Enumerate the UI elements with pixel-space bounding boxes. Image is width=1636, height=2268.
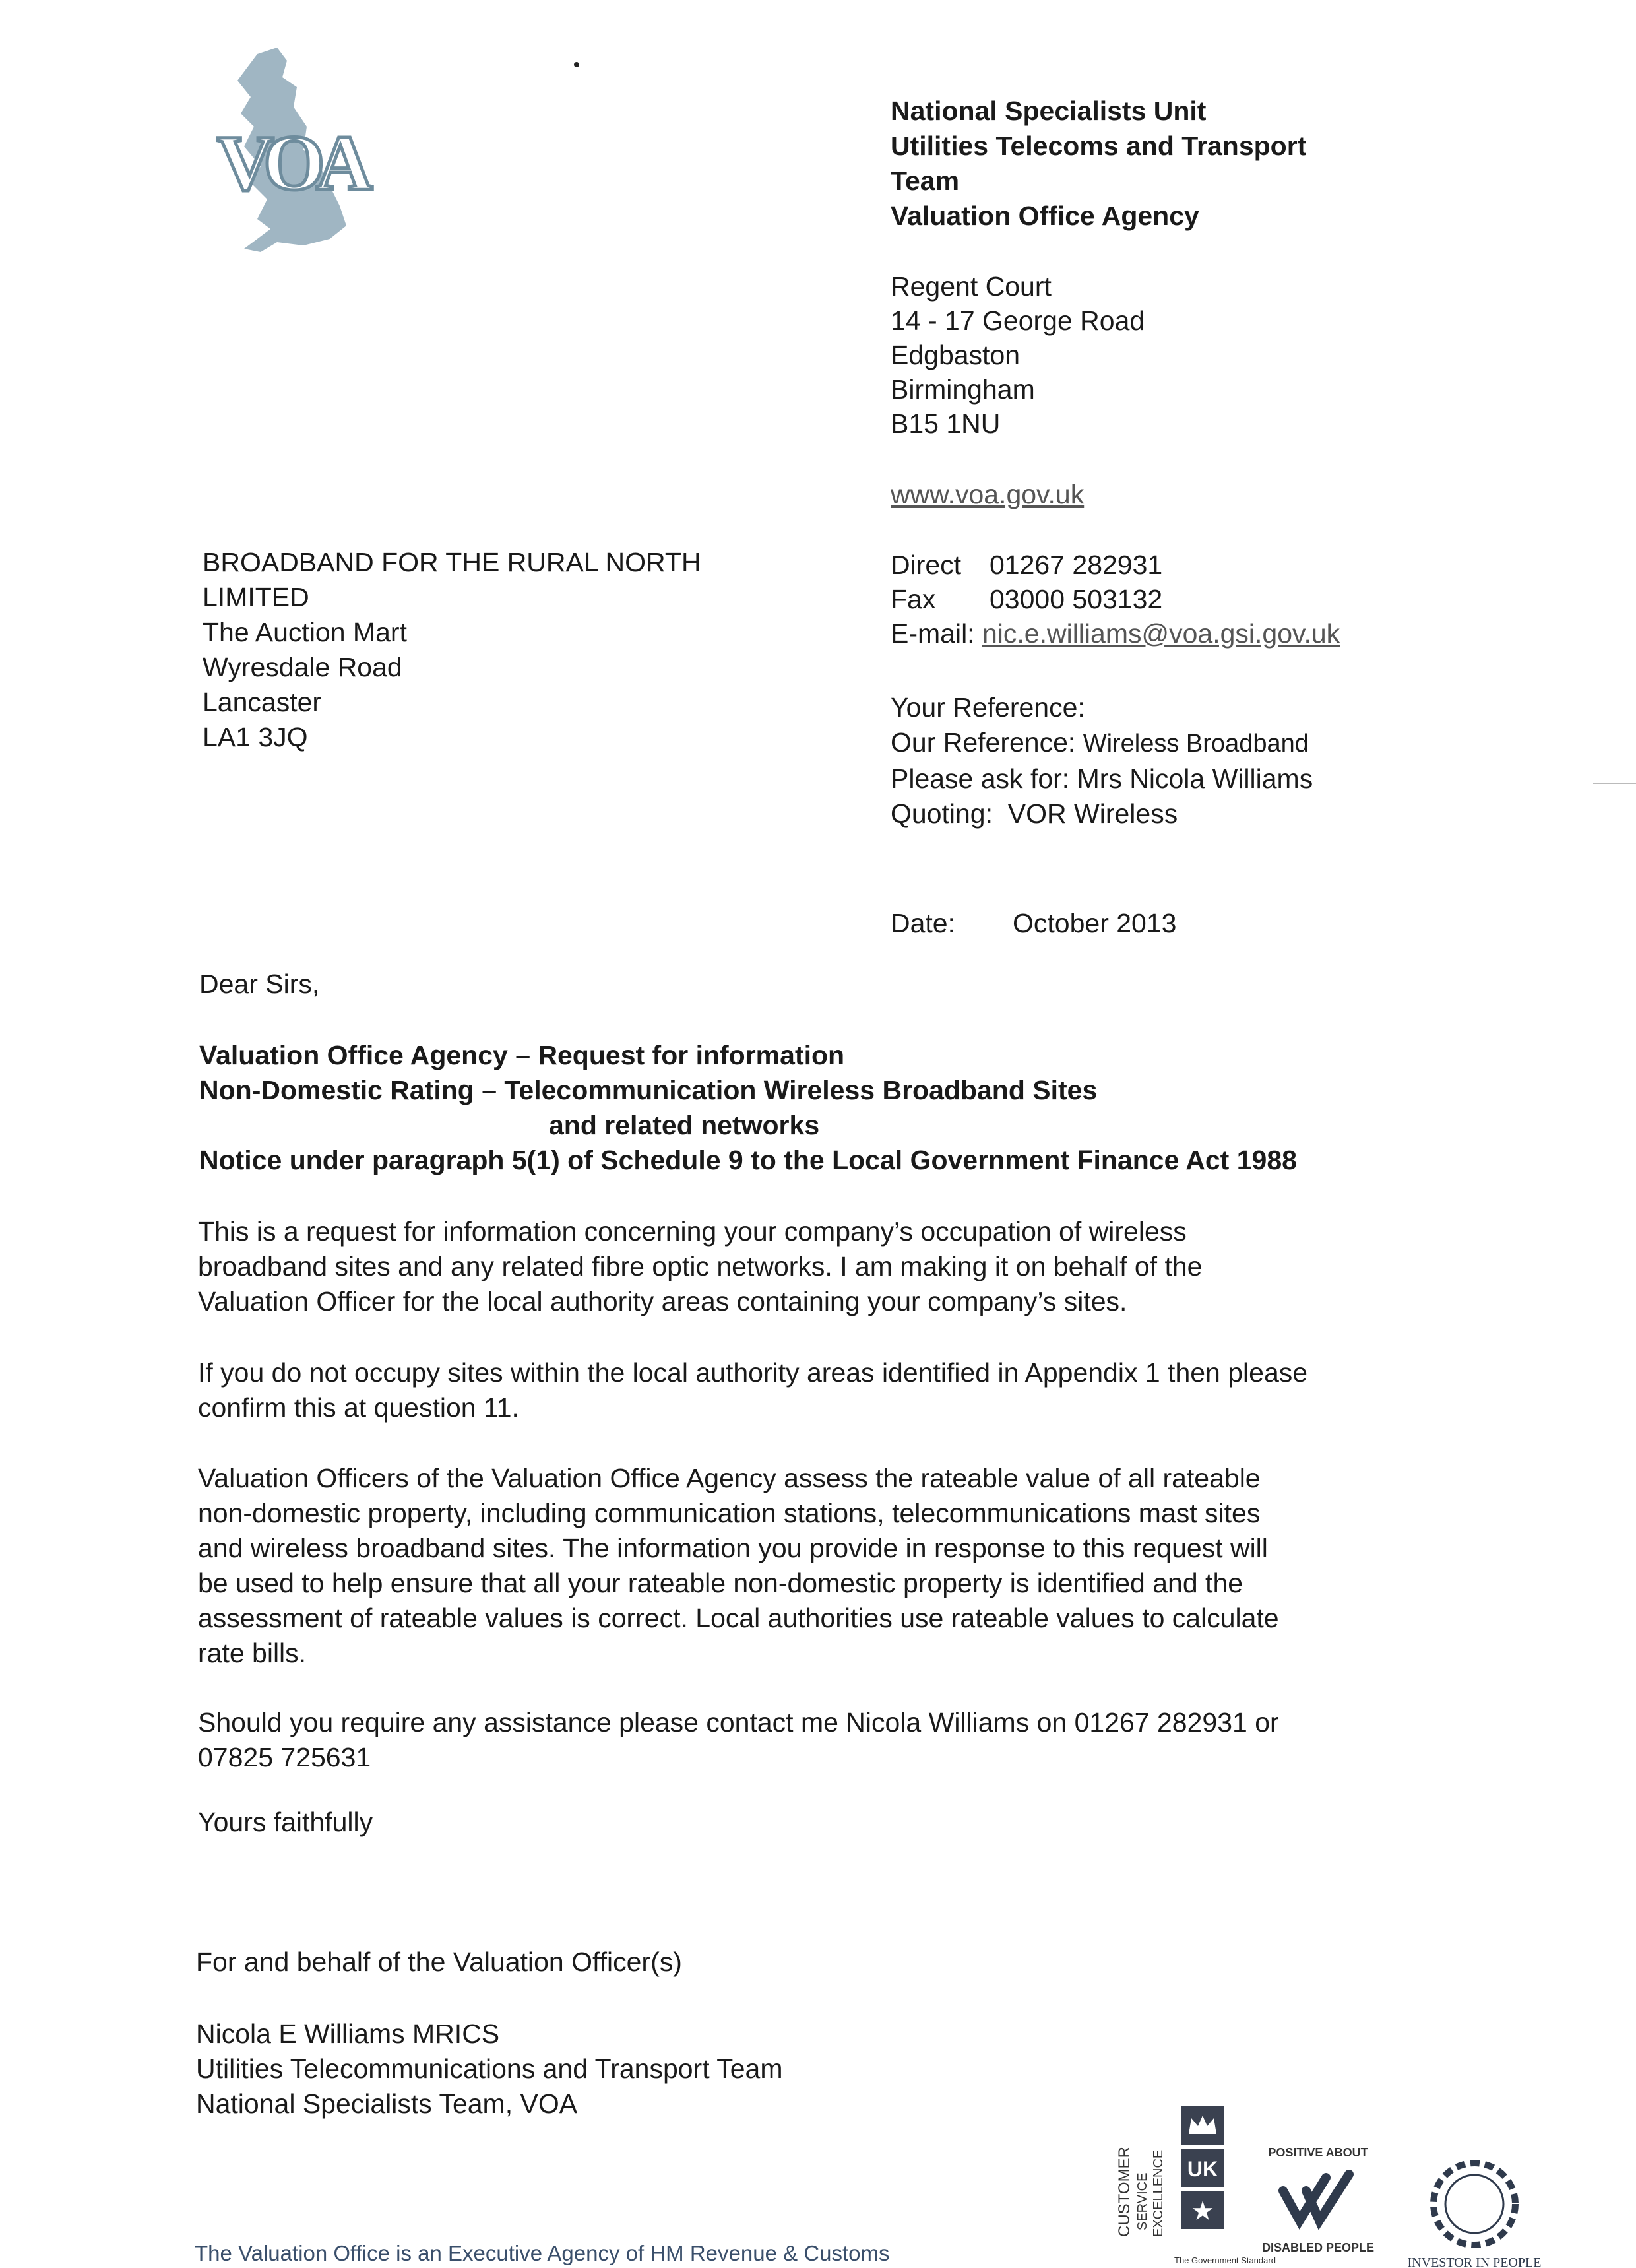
positive-about-disabled-badge — [1262, 2146, 1374, 2254]
address-line: Edgbaston — [891, 340, 1021, 370]
voa-logo — [204, 41, 376, 259]
recipient-line: BROADBAND FOR THE RURAL NORTH — [203, 547, 701, 577]
sender-address — [891, 269, 1145, 441]
subject-line: and related networks — [549, 1110, 820, 1140]
sender-unit-line: Team — [891, 166, 960, 196]
paragraph-line: and wireless broadband sites. The information you provide in response to this request will — [198, 1533, 1268, 1563]
paragraph-line: Valuation Officer for the local authority areas containing your company’s sites. — [198, 1286, 1127, 1316]
voa-logo-text: VOA — [216, 119, 364, 207]
our-reference-label: Our Reference: — [891, 727, 1076, 758]
scan-dot — [574, 62, 579, 67]
signer-org: National Specialists Team, VOA — [196, 2089, 578, 2119]
sender-unit — [891, 94, 1306, 234]
paragraph-3 — [198, 1461, 1451, 1671]
paragraph-line: Should you require any assistance please contact me Nicola Williams on 01267 282931 or — [198, 1707, 1279, 1737]
sender-unit-line: Valuation Office Agency — [891, 201, 1199, 231]
recipient-line: Lancaster — [203, 687, 322, 717]
fax-value: 03000 503132 — [990, 584, 1163, 614]
sender-unit-line: Utilities Telecoms and Transport — [891, 131, 1307, 161]
footer-note: The Valuation Office is an Executive Agency of HM Revenue & Customs — [195, 2241, 890, 2265]
disabled-bottom-text: DISABLED PEOPLE — [1261, 2241, 1375, 2254]
date-value: October 2013 — [1013, 908, 1177, 938]
cse-line: SERVICE — [1135, 2172, 1150, 2230]
paragraph-line: confirm this at question 11. — [198, 1392, 519, 1423]
double-tick-icon — [1283, 2174, 1349, 2220]
paragraph-line: 07825 725631 — [198, 1742, 371, 1772]
signer-name: Nicola E Williams MRICS — [196, 2019, 500, 2049]
star-icon: ★ — [1191, 2196, 1214, 2226]
subject-line: Notice under paragraph 5(1) of Schedule 9 to the Local Government Finance Act 1988 — [199, 1145, 1297, 1175]
subject-line: Non-Domestic Rating – Telecommunication Wireless Broadband Sites — [199, 1075, 1098, 1105]
ask-for-label: Please ask for: — [891, 763, 1070, 794]
recipient-line: LIMITED — [203, 582, 309, 612]
signature-block — [196, 2017, 783, 2122]
customer-service-excellence-badge — [1116, 2106, 1276, 2265]
direct-value: 01267 282931 — [990, 550, 1163, 580]
quoting — [891, 796, 1313, 831]
iip-text: INVESTOR IN PEOPLE — [1407, 2255, 1542, 2268]
paragraph-2 — [198, 1355, 1451, 1425]
subject-heading — [199, 1038, 1297, 1178]
email-link[interactable]: nic.e.williams@voa.gsi.gov.uk — [982, 618, 1340, 649]
address-line: 14 - 17 George Road — [891, 306, 1145, 336]
subject-line: Valuation Office Agency – Request for information — [199, 1040, 845, 1070]
your-reference-label: Your Reference: — [891, 692, 1085, 723]
paragraph-line: This is a request for information concerning your company’s occupation of wireless — [198, 1216, 1187, 1247]
our-reference — [891, 725, 1313, 761]
cse-uk: UK — [1187, 2157, 1218, 2181]
recipient-address — [203, 545, 701, 755]
sender-unit-line: National Specialists Unit — [891, 96, 1207, 126]
address-line: B15 1NU — [891, 408, 1001, 439]
salutation: Dear Sirs, — [199, 969, 320, 999]
on-behalf-line: For and behalf of the Valuation Officer(s) — [196, 1947, 682, 1977]
paragraph-4 — [198, 1705, 1451, 1775]
fax-label: Fax — [891, 584, 936, 614]
address-line: Regent Court — [891, 271, 1052, 302]
date-label: Date: — [891, 908, 955, 938]
your-reference — [891, 690, 1313, 725]
ask-for — [891, 761, 1313, 796]
our-reference-value: Wireless Broadband — [1083, 730, 1309, 758]
cse-caption: The Government Standard — [1174, 2255, 1276, 2265]
laurel-inner — [1445, 2175, 1503, 2233]
paragraph-line: be used to help ensure that all your rateable non-domestic property is identified and the — [198, 1568, 1243, 1598]
accreditation-badges — [1108, 2105, 1570, 2268]
fold-mark — [1593, 783, 1636, 784]
investor-in-people-badge — [1408, 2163, 1542, 2268]
references-block — [891, 690, 1313, 831]
fax-line — [891, 582, 1340, 616]
paragraph-1 — [198, 1214, 1451, 1319]
cse-line: EXCELLENCE — [1151, 2149, 1166, 2237]
email-line — [891, 616, 1340, 651]
recipient-line: Wyresdale Road — [203, 652, 402, 682]
paragraph-line: Valuation Officers of the Valuation Office Agency assess the rateable value of all rateable — [198, 1463, 1261, 1493]
email-label: E-mail: — [891, 618, 975, 649]
cse-line: CUSTOMER — [1116, 2147, 1133, 2237]
quoting-label: Quoting: — [891, 798, 993, 829]
direct-label: Direct — [891, 550, 962, 580]
quoting-value: VOR Wireless — [1007, 798, 1178, 829]
contact-block — [891, 548, 1340, 651]
ask-for-value: Mrs Nicola Williams — [1077, 763, 1313, 794]
signer-team: Utilities Telecommunications and Transport Team — [196, 2054, 783, 2084]
paragraph-line: broadband sites and any related fibre optic networks. I am making it on behalf of the — [198, 1251, 1203, 1281]
letter-date — [891, 908, 1176, 939]
recipient-line: The Auction Mart — [203, 617, 407, 647]
paragraph-line: assessment of rateable values is correct. Local authorities use rateable values to calculate — [198, 1603, 1279, 1633]
disabled-top-text: POSITIVE ABOUT — [1268, 2146, 1368, 2159]
paragraph-line: rate bills. — [198, 1638, 307, 1668]
paragraph-line: If you do not occupy sites within the local authority areas identified in Appendix 1 then please — [198, 1357, 1308, 1388]
website-link[interactable]: www.voa.gov.uk — [891, 479, 1085, 509]
address-line: Birmingham — [891, 374, 1035, 405]
closing: Yours faithfully — [198, 1807, 373, 1837]
paragraph-line: non-domestic property, including communication stations, telecommunications mast sites — [198, 1498, 1261, 1528]
recipient-line: LA1 3JQ — [203, 722, 308, 752]
direct-line — [891, 548, 1340, 582]
